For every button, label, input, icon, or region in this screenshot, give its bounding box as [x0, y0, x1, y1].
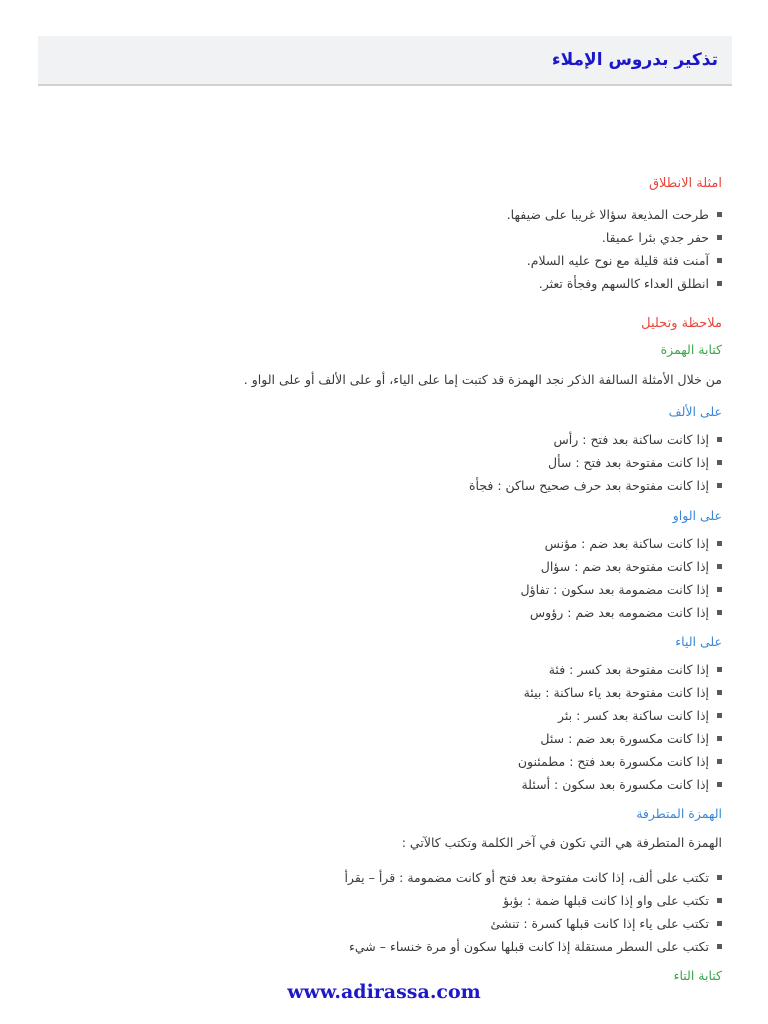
alif-heading: على الألف — [668, 404, 722, 419]
list-item: إذا كانت مكسورة بعد فتح : مطمئنون — [518, 754, 722, 769]
bullet-icon — [717, 610, 722, 615]
bullet-icon — [717, 437, 722, 442]
bullet-icon — [717, 460, 722, 465]
bullet-icon — [717, 875, 722, 880]
extreme-hamza-paragraph: الهمزة المتطرفة هي التي تكون في آخر الكلمة وتكتب كالآتي : — [401, 835, 722, 850]
bullet-icon — [717, 759, 722, 764]
list-item: إذا كانت مكسورة بعد ضم : سئل — [540, 731, 722, 746]
bullet-icon — [717, 690, 722, 695]
list-item: إذا كانت ساكنة بعد كسر : بئر — [558, 708, 722, 723]
list-item: إذا كانت مضمومة بعد سكون : تفاؤل — [520, 582, 722, 597]
list-item: آمنت فئة قليلة مع نوح عليه السلام. — [527, 253, 722, 268]
list-item: إذا كانت مفتوحة بعد ضم : سؤال — [541, 559, 722, 574]
list-item: إذا كانت ساكنة بعد ضم : مؤنس — [545, 536, 722, 551]
list-item: إذا كانت ساكنة بعد فتح : رأس — [554, 432, 722, 447]
bullet-icon — [717, 667, 722, 672]
bullet-icon — [717, 258, 722, 263]
bullet-icon — [717, 944, 722, 949]
list-item: طرحت المذيعة سؤالا غريبا على ضيفها. — [507, 207, 722, 222]
bullet-icon — [717, 736, 722, 741]
list-item: إذا كانت مفتوحة بعد ياء ساكنة : بيئة — [524, 685, 722, 700]
bullet-icon — [717, 898, 722, 903]
website-url[interactable]: www.adirassa.com — [287, 981, 481, 1003]
bullet-icon — [717, 483, 722, 488]
analysis-heading: ملاحظة وتحليل — [641, 316, 722, 331]
list-item: حفر جدي بئرا عميقا. — [602, 230, 722, 245]
bullet-icon — [717, 541, 722, 546]
waw-heading: على الواو — [672, 508, 722, 523]
list-item: إذا كانت مكسورة بعد سكون : أسئلة — [521, 777, 722, 792]
list-item: انطلق العداء كالسهم وفجأة تعثر. — [539, 276, 722, 291]
bullet-icon — [717, 587, 722, 592]
list-item: تكتب على واو إذا كانت قبلها ضمة : بؤبؤ — [503, 893, 722, 908]
page-header — [38, 36, 732, 86]
list-item: تكتب على السطر مستقلة إذا كانت قبلها سكون أو مرة خنساء – شيء — [349, 939, 722, 954]
ta-writing-heading: كتابة التاء — [673, 968, 722, 983]
bullet-icon — [717, 212, 722, 217]
bullet-icon — [717, 921, 722, 926]
bullet-icon — [717, 235, 722, 240]
extreme-hamza-heading: الهمزة المتطرفة — [636, 806, 722, 821]
page-title: تذكير بدروس الإملاء — [551, 50, 718, 70]
bullet-icon — [717, 281, 722, 286]
list-item: إذا كانت مضمومه بعد ضم : رؤوس — [530, 605, 722, 620]
list-item: إذا كانت مفتوحة بعد حرف صحيح ساكن : فجأة — [469, 478, 722, 493]
intro-paragraph: من خلال الأمثلة السالفة الذكر نجد الهمزة قد كتبت إما على الياء، أو على الألف أو على الواو . — [243, 372, 722, 387]
list-item: تكتب على ياء إذا كانت قبلها كسرة : تنشئ — [491, 916, 722, 931]
bullet-icon — [717, 782, 722, 787]
examples-heading: امثلة الانطلاق — [648, 176, 722, 191]
bullet-icon — [717, 564, 722, 569]
bullet-icon — [717, 713, 722, 718]
list-item: إذا كانت مفتوحة بعد فتح : سأل — [548, 455, 722, 470]
ya-heading: على الياء — [675, 634, 722, 649]
list-item: تكتب على ألف، إذا كانت مفتوحة بعد فتح أو كانت مضمومة : قرأ – يقرأ — [344, 870, 722, 885]
list-item: إذا كانت مفتوحة بعد كسر : فئة — [549, 662, 722, 677]
hamza-writing-heading: كتابة الهمزة — [660, 342, 722, 357]
